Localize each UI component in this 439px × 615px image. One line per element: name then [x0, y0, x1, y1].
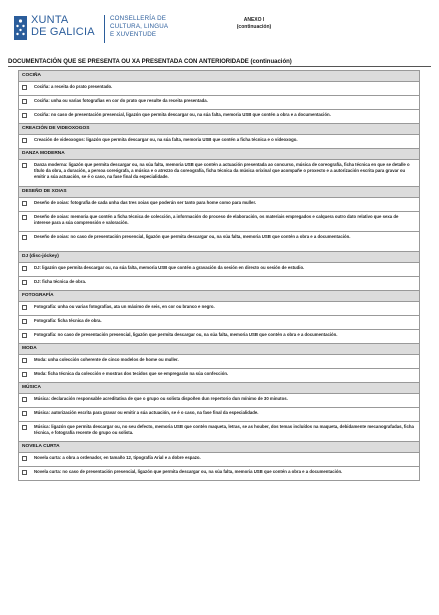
checklist-row — [19, 330, 419, 344]
department-name — [110, 15, 168, 39]
checklist-row — [19, 394, 419, 408]
document-checkbox[interactable] — [22, 266, 27, 271]
section-rule — [8, 66, 431, 67]
logo-wordmark — [31, 14, 95, 38]
document-checkbox[interactable] — [22, 372, 27, 377]
category-heading: FOTOGRAFÍA — [19, 291, 419, 302]
checklist-row — [19, 302, 419, 316]
document-description: Novela curta: a obra a ordenador, en tamaño 12, tipografía Arial e a dobre espazo. — [34, 455, 201, 460]
checklist-row — [19, 82, 419, 96]
annex-title: ANEXO I — [243, 17, 265, 23]
page-header — [14, 14, 425, 48]
documentation-table — [18, 70, 420, 481]
document-checkbox[interactable] — [22, 470, 27, 475]
checklist-row — [19, 422, 419, 442]
checklist-row — [19, 355, 419, 369]
document-checkbox[interactable] — [22, 99, 27, 104]
document-description: Fotografía: unha ou varias fotografías, ata un máximo de seis, en cor ou branco e negro. — [34, 304, 215, 309]
category-heading: COCIÑA — [19, 71, 419, 82]
document-description: Cociña: a receita do prato presentado. — [34, 84, 113, 89]
category-heading: MÚSICA — [19, 383, 419, 394]
document-checkbox[interactable] — [22, 411, 27, 416]
document-checkbox[interactable] — [22, 113, 27, 118]
xunta-emblem-icon — [14, 16, 27, 40]
document-checkbox[interactable] — [22, 85, 27, 90]
checklist-row — [19, 263, 419, 277]
checklist-row — [19, 212, 419, 232]
logo-line-1: XUNTA — [31, 14, 69, 26]
document-checkbox[interactable] — [22, 138, 27, 143]
checklist-row — [19, 198, 419, 212]
document-description: Danza moderna: ligazón que permita descargar ou, na súa falta, memoria USB que contén a actuación presentada ao concurso, música de coreografía, ficha técnica en que se detalle o título da obra, a duración, a persoa coreógrafa, a música e o atrezzo da coreografía, ficha técnica da música orixinal que acompañe o proxecto e a autorización escrita para gravar ou emitir a súa actuación, se é o caso, na fase final da especialidade. — [34, 162, 410, 179]
document-description: Moda: ficha técnica da colección e mostras dos tecidos que se empregarán na súa confección. — [34, 371, 229, 376]
document-description: Deseño de xoias: memoria que contén a ficha técnica de colección, a información do proceso de elaboración, os materiais empregados e calquera outro dato relativo que sexa de interese para a súa comprensión e valoración. — [34, 214, 399, 225]
document-description: Fotografía: ficha técnica de obra. — [34, 318, 102, 323]
checklist-row — [19, 96, 419, 110]
document-description: Moda: unha colección coherente de cinco modelos de home ou muller. — [34, 357, 179, 362]
document-description: Novela curta: no caso de presentación presencial, ligazón que permita descargar ou, na súa falta, memoria USB que contén a obra e a documentación. — [34, 469, 343, 474]
document-checkbox[interactable] — [22, 425, 27, 430]
category-heading: MODA — [19, 344, 419, 355]
checklist-row — [19, 135, 419, 149]
checklist-row — [19, 232, 419, 252]
checklist-row — [19, 467, 419, 481]
document-description: Música: declaración responsable acreditativa de que o grupo ou solista dispoñen dun repertorio dun mínimo de 30 minutos. — [34, 396, 288, 401]
document-checkbox[interactable] — [22, 319, 27, 324]
dept-line-1: CONSELLERÍA DE — [110, 15, 167, 22]
checklist-row — [19, 369, 419, 383]
category-heading: DESEÑO DE XOIAS — [19, 187, 419, 198]
checklist-row — [19, 110, 419, 124]
section-title: DOCUMENTACIÓN QUE SE PRESENTA OU XA PRESENTADA CON ANTERIORIDADE (continuación) — [8, 59, 292, 65]
document-description: DJ: ficha técnica de obra. — [34, 279, 87, 284]
document-checkbox[interactable] — [22, 333, 27, 338]
document-description: Deseño de xoias: fotografía de cada unha das tres xoias que poderán ser tanto para home como para muller. — [34, 200, 257, 205]
document-description: Música: ligazón que permita descargar ou, no seu defecto, memoria USB que contén maqueta, letras, se as houber, dos temas incluídos na maqueta, debidamente mecanografadas, ficha técnica, e fotografía recente do grupo ou solista. — [34, 424, 414, 435]
document-description: Cociña: unha ou varias fotografías en cor do prato que resulte da receita presentada. — [34, 98, 208, 103]
document-description: Cociña: no caso de presentación presencial, ligazón que permita descargar ou, na súa falta, memoria USB que contén a obra e a documentación. — [34, 112, 331, 117]
logo-line-2: DE GALICIA — [31, 26, 95, 38]
document-description: DJ: ligazón que permita descargar ou, na súa falta, memoria USB que contén a gravación da sesión en directo ou sesión de estudio. — [34, 265, 305, 270]
document-checkbox[interactable] — [22, 358, 27, 363]
annex-subtitle: (continuación) — [236, 24, 272, 30]
dept-line-2: CULTURA, LINGUA — [110, 23, 169, 30]
document-checkbox[interactable] — [22, 215, 27, 220]
checklist-row — [19, 316, 419, 330]
document-description: Fotografía: no caso de presentación presencial, ligazón que permita descargar ou, na súa falta, memoria USB que contén a obra e a documentación. — [34, 332, 338, 337]
category-heading: NOVELA CURTA — [19, 442, 419, 453]
document-checkbox[interactable] — [22, 456, 27, 461]
category-heading: CREACIÓN DE VIDEOXOGOS — [19, 124, 419, 135]
document-checkbox[interactable] — [22, 201, 27, 206]
checklist-row — [19, 277, 419, 291]
document-checkbox[interactable] — [22, 397, 27, 402]
document-checkbox[interactable] — [22, 163, 27, 168]
document-description: Creación de videoxogos: ligazón que permita descargar ou, na súa falta, memoria USB que contén a ficha técnica e o videoxogo. — [34, 137, 298, 142]
xunta-logo — [14, 14, 100, 44]
document-description: Música: autorización escrita para gravar ou emitir a súa actuación, se é o caso, na fase final da especialidade. — [34, 410, 259, 415]
document-description: Deseño de xoias: no caso de presentación presencial, ligazón que permita descargar ou, na súa falta, memoria USB que contén a obra e a documentación. — [34, 234, 351, 239]
checklist-row — [19, 453, 419, 467]
document-checkbox[interactable] — [22, 280, 27, 285]
dept-line-3: E XUVENTUDE — [110, 31, 157, 38]
category-heading: DJ (disc-jóckey) — [19, 252, 419, 263]
checklist-row — [19, 408, 419, 422]
checklist-row — [19, 160, 419, 187]
header-divider — [104, 15, 105, 43]
document-checkbox[interactable] — [22, 235, 27, 240]
category-heading: DANZA MODERNA — [19, 149, 419, 160]
annex-heading — [214, 17, 294, 31]
document-checkbox[interactable] — [22, 305, 27, 310]
